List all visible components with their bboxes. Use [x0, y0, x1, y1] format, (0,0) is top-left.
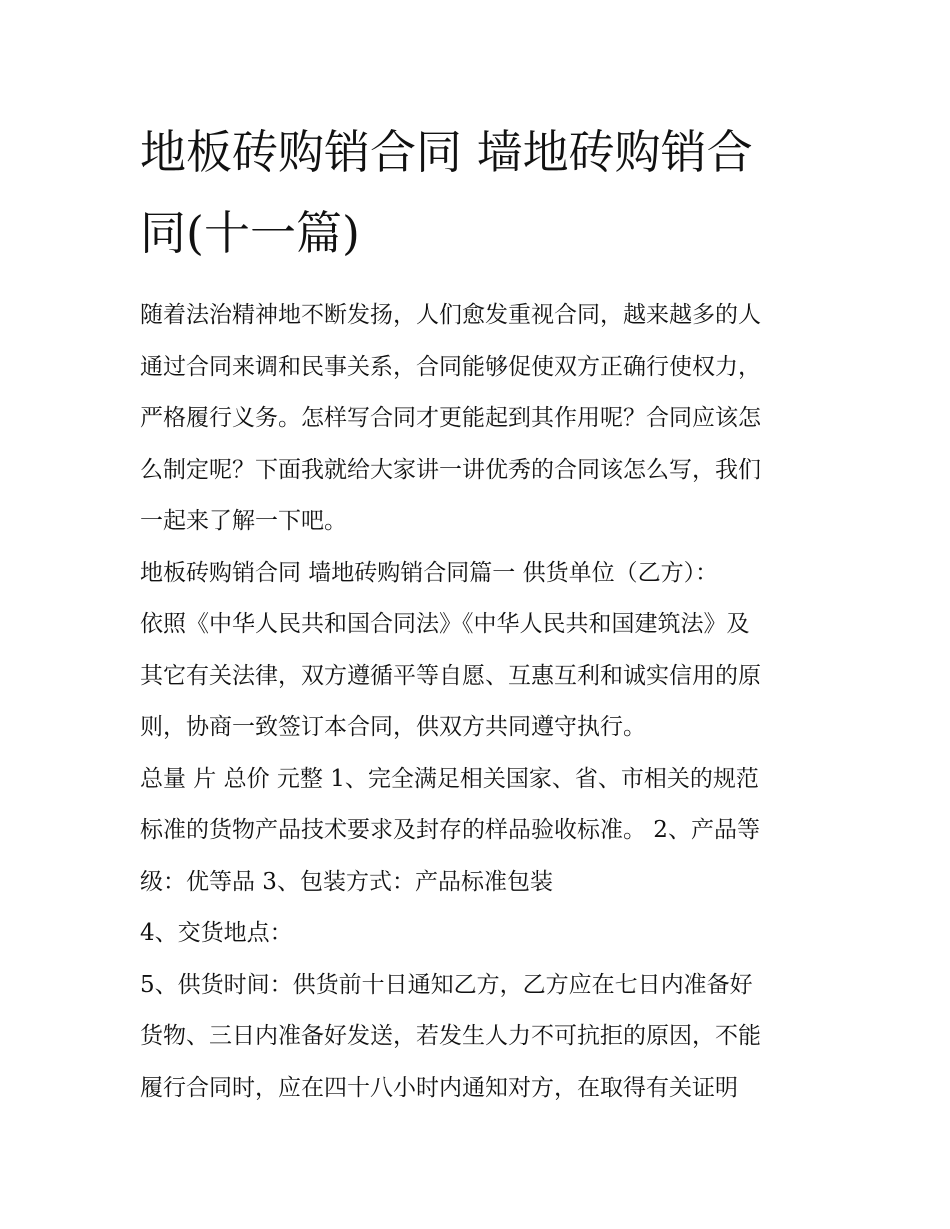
quantity-standards-paragraph — [140, 754, 815, 909]
title-line: 地板砖购销合同 墙地砖购销合 — [140, 125, 753, 179]
paragraph-line: 通过合同来调和民事关系，合同能够促使双方正确行使权力， — [140, 353, 761, 380]
document-body — [140, 112, 815, 1114]
paragraph-line: 一起来了解一下吧。 — [140, 508, 347, 534]
paragraph-line: 依照《中华人民共和国合同法》《中华人民共和国建筑法》及 — [140, 611, 750, 637]
paragraph-line: 严格履行义务。怎样写合同才更能起到其作用呢？合同应该怎 — [140, 405, 761, 431]
paragraph-line: 4、交货地点： — [140, 920, 293, 946]
supply-time-paragraph — [140, 960, 815, 1115]
paragraph-line: 货物、三日内准备好发送，若发生人力不可抗拒的原因，不能 — [140, 1023, 761, 1049]
title-line: 同(十一篇) — [140, 206, 360, 260]
paragraph-line: 5、供货时间：供货前十日通知乙方，乙方应在七日内准备好 — [140, 971, 753, 998]
document-title — [140, 112, 815, 274]
delivery-location-paragraph — [140, 908, 815, 960]
legal-basis-paragraph — [140, 599, 815, 754]
paragraph-line: 随着法治精神地不断发扬，人们愈发重视合同，越来越多的人 — [140, 302, 761, 328]
paragraph-line: 总量 片 总价 元整 1、完全满足相关国家、省、市相关的规范 — [140, 765, 759, 792]
paragraph-line: 则，协商一致签订本合同，供双方共同遵守执行。 — [140, 714, 646, 740]
intro-paragraph — [140, 290, 815, 548]
section-heading-paragraph — [140, 548, 815, 600]
paragraph-line: 级：优等品 3、包装方式：产品标准包装 — [140, 868, 553, 895]
paragraph-line: 么制定呢？下面我就给大家讲一讲优秀的合同该怎么写，我们 — [140, 456, 761, 483]
paragraph-line: 履行合同时，应在四十八小时内通知对方，在取得有关证明 — [140, 1074, 738, 1101]
paragraph-line: 地板砖购销合同 墙地砖购销合同篇一 供货单位（乙方）： — [140, 559, 719, 586]
paragraph-line: 其它有关法律，双方遵循平等自愿、互惠互利和诚实信用的原 — [140, 662, 761, 689]
paragraph-line: 标准的货物产品技术要求及封存的样品验收标准。 2、产品等 — [140, 817, 760, 843]
